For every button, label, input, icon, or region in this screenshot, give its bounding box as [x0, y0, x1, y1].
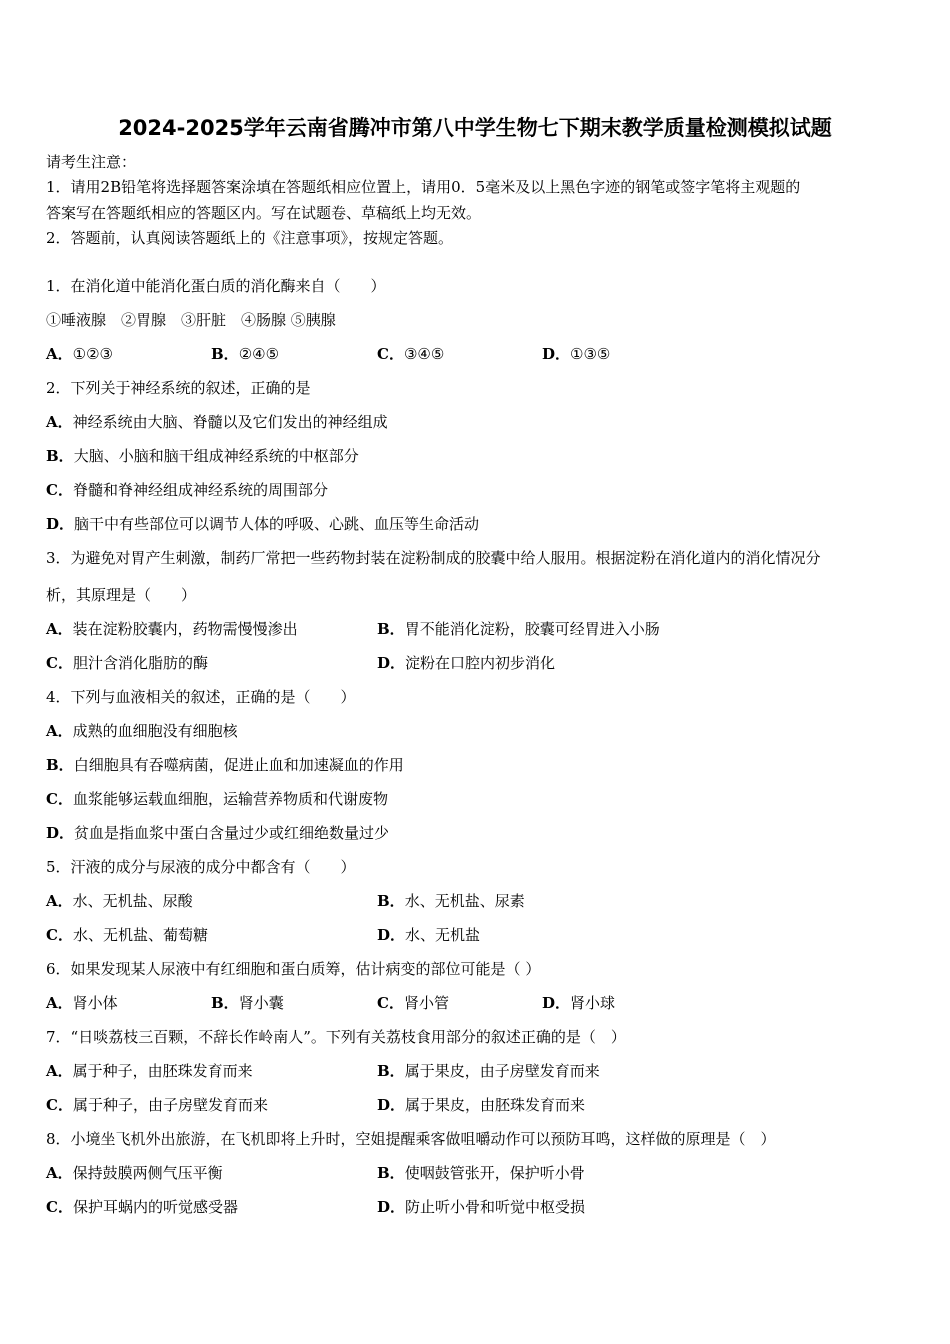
option-text: 属于果皮，由子房壁发育而来 [404, 1062, 600, 1080]
question-5-option-b[interactable] [377, 891, 525, 911]
option-text: 属于果皮，由胚珠发育而来 [405, 1096, 586, 1114]
option-letter: A． [46, 345, 73, 363]
question-6-option-d[interactable] [542, 993, 615, 1013]
option-letter: D． [542, 345, 571, 363]
question-5-option-c[interactable] [46, 925, 208, 945]
option-letter: A． [46, 994, 73, 1012]
question-1-items: ①唾液腺 ②胃腺 ③肝脏 ④肠腺 ⑤胰腺 [46, 311, 336, 329]
option-text: 肾小管 [403, 994, 449, 1012]
option-letter: B． [46, 447, 74, 465]
option-text: ③④⑤ [403, 345, 445, 363]
option-text: ①②③ [72, 345, 113, 363]
question-3-option-c[interactable] [46, 653, 208, 673]
option-text: 水、无机盐、尿素 [404, 892, 525, 910]
option-letter: B． [211, 994, 239, 1012]
question-8-option-d[interactable] [377, 1197, 585, 1217]
question-1-stem: 1．在消化道中能消化蛋白质的消化酶来自（ ） [46, 277, 386, 295]
option-letter: C． [377, 345, 404, 363]
option-text: ②④⑤ [238, 345, 280, 363]
question-5-stem: 5．汗液的成分与尿液的成分中都含有（ ） [46, 858, 356, 876]
option-letter: D． [542, 994, 571, 1012]
option-letter: C． [46, 654, 73, 672]
option-text: 防止听小骨和听觉中枢受损 [405, 1198, 586, 1216]
question-4-option-b[interactable] [46, 755, 404, 775]
option-letter: C． [46, 926, 73, 944]
question-6-option-c[interactable] [377, 993, 449, 1013]
option-letter: A． [46, 1164, 73, 1182]
option-text: 脊髓和脊神经组成神经系统的周围部分 [72, 481, 328, 499]
option-letter: C． [46, 1096, 73, 1114]
question-7-option-c[interactable] [46, 1095, 268, 1115]
option-text: 大脑、小脑和脑干组成神经系统的中枢部分 [73, 447, 359, 465]
question-2-option-c[interactable] [46, 480, 328, 500]
option-text: 保护耳蜗内的听觉感受器 [72, 1198, 238, 1216]
option-text: 胃不能消化淀粉，胶囊可经胃进入小肠 [404, 620, 660, 638]
option-letter: C． [377, 994, 404, 1012]
notice-heading: 请考生注意： [46, 153, 137, 171]
option-text: 属于种子，由子房壁发育而来 [72, 1096, 268, 1114]
question-7-option-d[interactable] [377, 1095, 585, 1115]
option-text: ①③⑤ [570, 345, 611, 363]
option-text: 脑干中有些部位可以调节人体的呼吸、心跳、血压等生命活动 [74, 515, 480, 533]
question-8-option-a[interactable] [46, 1163, 223, 1183]
question-4-stem: 4．下列与血液相关的叙述，正确的是（ ） [46, 688, 356, 706]
question-3-option-d[interactable] [377, 653, 555, 673]
option-text: 神经系统由大脑、脊髓以及它们发出的神经组成 [72, 413, 388, 431]
question-3-option-a[interactable] [46, 619, 298, 639]
question-5-option-d[interactable] [377, 925, 480, 945]
question-6-option-b[interactable] [211, 993, 284, 1013]
question-3-option-b[interactable] [377, 619, 660, 639]
option-letter: D． [377, 1198, 406, 1216]
option-letter: B． [377, 892, 405, 910]
notice-line-1a: 1．请用2B铅笔将选择题答案涂填在答题纸相应位置上，请用0．5毫米及以上黑色字迹的钢笔或签字笔将主观题的 [46, 178, 801, 196]
question-4-option-a[interactable] [46, 721, 238, 741]
option-text: 使咽鼓管张开，保护听小骨 [404, 1164, 585, 1182]
option-text: 肾小球 [570, 994, 616, 1012]
option-text: 属于种子，由胚珠发育而来 [72, 1062, 253, 1080]
option-text: 肾小囊 [238, 994, 284, 1012]
notice-line-2: 2．答题前，认真阅读答题纸上的《注意事项》，按规定答题。 [46, 229, 454, 247]
option-text: 保持鼓膜两侧气压平衡 [72, 1164, 223, 1182]
option-letter: A． [46, 1062, 73, 1080]
option-letter: B． [211, 345, 239, 363]
question-8-option-b[interactable] [377, 1163, 585, 1183]
question-7-option-b[interactable] [377, 1061, 600, 1081]
option-text: 水、无机盐、尿酸 [72, 892, 193, 910]
question-8-stem: 8．小境坐飞机外出旅游，在飞机即将上升时，空姐提醒乘客做咀嚼动作可以预防耳鸣，这样做的原理是（ ） [46, 1130, 776, 1148]
option-letter: C． [46, 481, 73, 499]
question-2-stem: 2．下列关于神经系统的叙述，正确的是 [46, 379, 311, 397]
option-letter: B． [377, 1062, 405, 1080]
option-letter: A． [46, 620, 73, 638]
option-letter: A． [46, 413, 73, 431]
option-letter: B． [46, 756, 74, 774]
option-letter: D． [377, 1096, 406, 1114]
option-letter: A． [46, 892, 73, 910]
option-text: 白细胞具有吞噬病菌，促进止血和加速凝血的作用 [73, 756, 404, 774]
question-7-option-a[interactable] [46, 1061, 253, 1081]
option-letter: C． [46, 790, 73, 808]
option-text: 淀粉在口腔内初步消化 [405, 654, 556, 672]
question-6-option-a[interactable] [46, 993, 118, 1013]
option-text: 肾小体 [72, 994, 118, 1012]
option-text: 血浆能够运载血细胞，运输营养物质和代谢废物 [72, 790, 388, 808]
question-4-option-c[interactable] [46, 789, 388, 809]
option-text: 贫血是指血浆中蛋白含量过少或红细绝数量过少 [74, 824, 390, 842]
option-text: 装在淀粉胶囊内，药物需慢慢渗出 [72, 620, 298, 638]
option-text: 成熟的血细胞没有细胞核 [72, 722, 238, 740]
question-1-option-b[interactable] [211, 344, 279, 364]
question-1-option-a[interactable] [46, 344, 113, 364]
question-7-stem: 7．“日啖荔枝三百颗，不辞长作岭南人”。下列有关荔枝食用部分的叙述正确的是（ ） [46, 1028, 626, 1046]
question-3-stem-line-2: 析，其原理是（ ） [46, 586, 197, 604]
option-letter: C． [46, 1198, 73, 1216]
option-letter: A． [46, 722, 73, 740]
question-3-stem-line-1: 3．为避免对胃产生刺激，制药厂常把一些药物封装在淀粉制成的胶囊中给人服用。根据淀粉在消化道内的消化情况分 [46, 549, 821, 567]
option-letter: D． [377, 926, 406, 944]
question-2-option-b[interactable] [46, 446, 359, 466]
question-2-option-a[interactable] [46, 412, 388, 432]
question-8-option-c[interactable] [46, 1197, 238, 1217]
question-1-option-c[interactable] [377, 344, 444, 364]
notice-line-1b: 答案写在答题纸相应的答题区内。写在试题卷、草稿纸上均无效。 [46, 204, 482, 222]
option-text: 水、无机盐、葡萄糖 [72, 926, 208, 944]
question-2-option-d[interactable] [46, 514, 479, 534]
option-letter: D． [377, 654, 406, 672]
option-letter: D． [46, 824, 75, 842]
page-title: 2024-2025学年云南省腾冲市第八中学生物七下期末教学质量检测模拟试题 [118, 116, 832, 140]
option-letter: B． [377, 620, 405, 638]
question-5-option-a[interactable] [46, 891, 193, 911]
option-text: 水、无机盐 [405, 926, 481, 944]
option-letter: D． [46, 515, 75, 533]
option-letter: B． [377, 1164, 405, 1182]
question-4-option-d[interactable] [46, 823, 389, 843]
question-6-stem: 6．如果发现某人尿液中有红细胞和蛋白质筹，估计病变的部位可能是（ ） [46, 960, 541, 978]
option-text: 胆汁含消化脂肪的酶 [72, 654, 208, 672]
question-1-option-d[interactable] [542, 344, 610, 364]
